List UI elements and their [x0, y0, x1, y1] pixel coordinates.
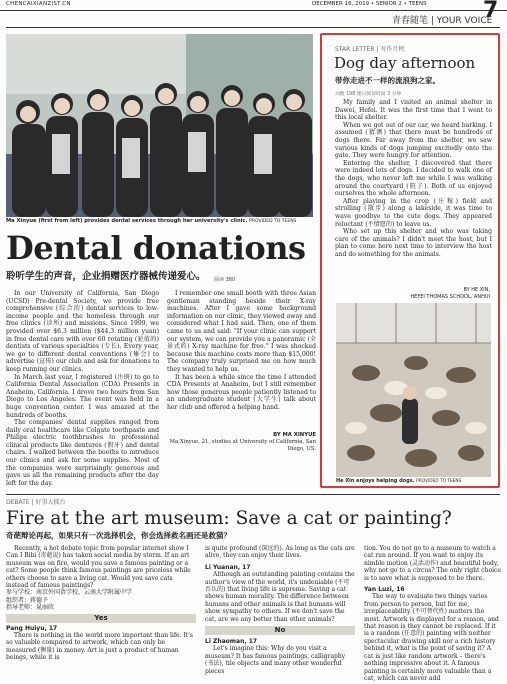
- dateline: DECEMBER 16, 2019 • SENIOR 2 • TEENS: [312, 1, 427, 7]
- photo-caption: Ma Xinyue (first from left) provides dental services through her university's clinic. PROVIDED TO TEENS: [6, 218, 297, 224]
- paragraph: Although an outstanding painting contains the author's view of the world, it's undeniable (不可否认的) that living life is supreme. Saving a cat shows human morality. The difference between humans and other animals is that humans will show sympathy to others. If we don't save the cat, are we any better than other animals?: [205, 571, 355, 623]
- debate-column-2: [205, 545, 355, 675]
- letter-byline: BY HE XIN, HEFEI THOMAS SCHOOL, ANHUI: [410, 287, 490, 300]
- yes-label: Yes: [6, 614, 196, 623]
- section-title: 青春随笔 | YOUR VOICE: [392, 16, 493, 26]
- story-column-2: [167, 290, 316, 412]
- page-number: 7: [483, 0, 499, 23]
- debate-column-1: [6, 545, 196, 662]
- debate-column-3: [364, 545, 501, 682]
- header-rule: [6, 27, 500, 28]
- paragraph: Entering the shelter, I discovered that there were indeed lots of dogs. I decided to walk one of the dogs, who never left me while I was walking around the courtyard (院子). Both of us enjoyed ourselves the whole afternoon.: [335, 159, 492, 198]
- paragraph: My family and I visited an animal shelter in Dawei, Hefei. It was the first time that I went to this local shelter.: [335, 99, 492, 122]
- speaker-name: Li Zhaoman, 17: [205, 638, 258, 646]
- letter-tag: STAR LETTER | 写作月榜: [335, 46, 405, 53]
- paragraph: After playing in the crop (庄稼) field and strolling (散步) along a lakeside, it was time to wave goodbye to the cute dogs. They appeared reluctant (不情愿的) to leave us.: [335, 197, 492, 228]
- speaker-name: Yan Luzi, 16: [364, 586, 405, 594]
- debate-title: Fire at the art museum: Save a cat or painting?: [6, 508, 452, 529]
- read-count: 阅读 380: [214, 277, 236, 283]
- paragraph: Who set up this shelter and who was taking care of the animals? I didn't meet the host, but I plan to come here next time to interview the host and do something for the animals.: [335, 228, 492, 258]
- paragraph: Recently, a hot debate topic from popular internet show I Can I Bibi (奇葩说) has taken social media by storm. If an art museum was on fire, would you save a famous painting or a cat? Some people think famous paintings are priceless while others choose to save a living cat. Would you save cats instead of famous paintings?: [6, 545, 191, 590]
- dogs-photo: [336, 303, 491, 477]
- paragraph: In March last year, I registered (注册) to go to California Dental Association (CDA) Presents in Anaheim, California. I drove two hours from San Diego to Los Angeles. The event was held in a huge convention center. I was amazed at the hundreds of booths.: [6, 373, 159, 419]
- debate-tag: DEBATE | 好事大擂台: [6, 499, 66, 506]
- debate-rule: [6, 494, 500, 495]
- masthead-bar: [0, 0, 507, 11]
- organizer: 组织者：蒋德予: [6, 596, 49, 604]
- group-photo: [6, 34, 313, 217]
- story-column-1: [6, 290, 159, 487]
- debate-subhead: 奇葩辩论再起，如果只有一次选择机会，你会选择救名画还是救猫？: [6, 531, 231, 540]
- letter-photo-caption: He Xin enjoys helping dogs. PROVIDED TO TEENS: [336, 478, 462, 484]
- speaker-name: Li Yuanan, 17: [205, 563, 251, 571]
- letter-subhead: 带你走进不一样的流浪狗之家。: [335, 76, 440, 85]
- main-headline: Dental donations: [6, 229, 306, 267]
- site-url: CHENCAIXIANZIST.CN: [6, 1, 71, 7]
- paragraph: I remember one small booth with three Asian gentleman standing beside their X-ray machines. After I gave some background information on our clinic, they viewed away and considered what I had said. Then, one of them came to us and said: "If your clinic can support our system, we can provide you a panoramic (全景式的) X-ray machine for free." I was shocked because this machine costs more than $15,000! The company truly surprised me on how much they wanted to help us.: [167, 290, 316, 373]
- paragraph: The companies' dental supplies ranged from daily oral healthcare like Colgate toothpaste and Philips electric toothbrushes to professional clinical products like dentures (假牙) and dental chairs. I walked between the booths to introduce our clinics and ask for some supplies. Most of the companies were surprisingly generous and gave us all the remaining products after the day left for the day.: [6, 419, 159, 487]
- letter-body: [335, 99, 492, 258]
- participating-schools: 参与学校：南京外国语学校、云南大学附属中学: [6, 589, 133, 597]
- paragraph: When we got out of our car, we heard barking. I assumed (猜测) that there must be hundreds of dogs there. Far away from the shelter, we saw various kinds of dogs jumping excitedly onto the gate. They were hungry for attention.: [335, 121, 492, 160]
- paragraph: There is nothing in the world more important than life. It's so valuable compared to artwork, which can only be measured (衡量) in money. Art is just a product of human beings, while it is: [6, 632, 193, 662]
- paragraph: It has been a while since the time I attended CDA Presents at Anaheim, but I still remember how those generous people patiently listened to an undergraduate student (大学生) talk about her club and offered a helping hand.: [167, 373, 316, 411]
- advisor: 指导老师：晁丽欣: [6, 604, 55, 612]
- letter-title: Dog day afternoon: [334, 54, 476, 72]
- paragraph: In our University of California, San Diego (UCSD) Pre-dental Society, we provide free comprehensive (综合的) dental services to low-income people and the homeless through our free clinics (诊所) and missions. Since 1999, we provided over $6.3 million ($44.3 million yuan) in free dental care with over 60 rotating (轮值的) dentists of various specialties (专长). Every year, we go to different dental conventions (集会) to advertise (宣传) our club and ask for donations to keep running our clinics.: [6, 290, 159, 373]
- story-byline: BY MA XINYUE Ma Xinyue, 21, studies at University of California, San Diego, US.: [169, 432, 316, 452]
- paragraph: Let's imagine this: Why do you visit a museum? It has famous paintings, calligraphy (书法), tile objects and many other wonderful pieces: [205, 645, 346, 675]
- paragraph: tion. You do not go to a museum to watch a cat run around. If you want to enjoy its nimble motion (灵活动作) and beautiful body, why not go to a circus? The only right choice is to save what is supposed to be there.: [364, 545, 501, 582]
- main-subhead: 聆听学生的声音，企业捐赠医疗器械传递爱心。: [6, 271, 206, 282]
- paragraph: The way to evaluate two things varies from person to person, but for me, irreplaceability (不可替代性) matters the most. Artwork is displayed for a reason, and that reason is they cannot be replaced. If it is a random (任意的) painting with neither spectacular drawing skill nor a rich history behind it, what is the point of saving it? A cat is just like random artwork – there's nothing impressive about it. A famous painting is certainly more valuable than a cat, which can never add: [364, 593, 499, 682]
- no-label: No: [205, 626, 355, 635]
- paragraph: is quite profound (深远的). As long as the cats are alive, they can enjoy their lives.: [205, 545, 355, 560]
- letter-meta: 词数 198 建议阅读时间 3 分钟: [335, 92, 402, 97]
- speaker-name: Pang Huiyu, 17: [6, 624, 58, 632]
